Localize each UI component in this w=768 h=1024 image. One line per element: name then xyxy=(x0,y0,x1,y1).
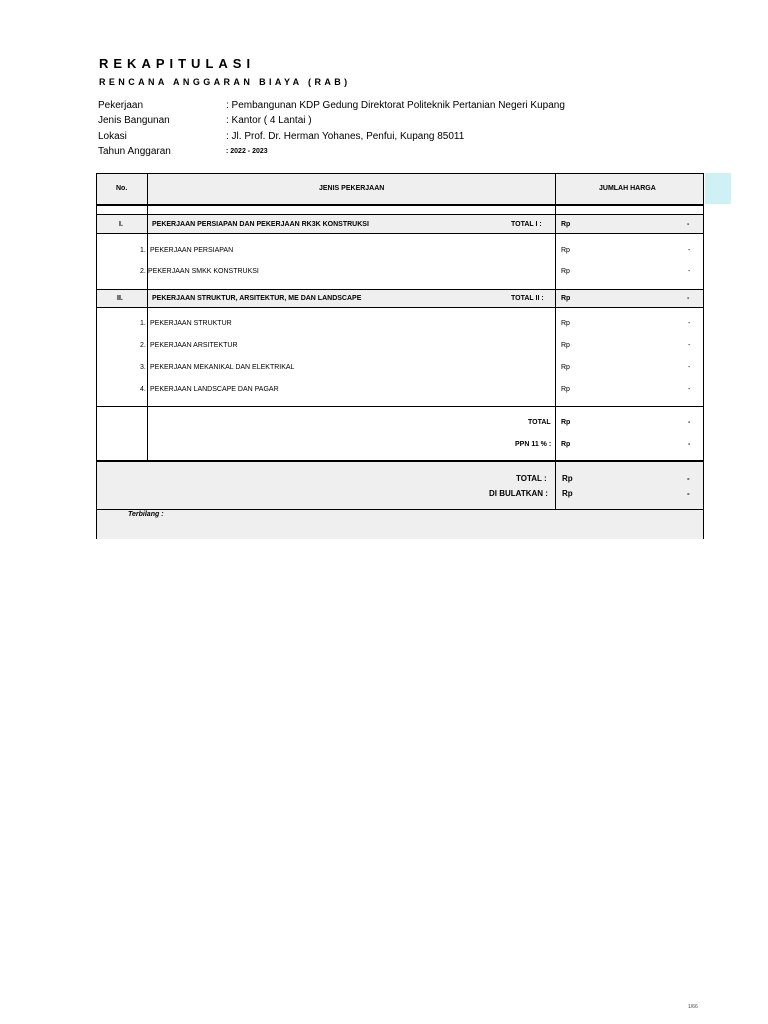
divider xyxy=(97,509,703,510)
amount-value: - xyxy=(688,364,691,371)
column-header-no: No. xyxy=(116,185,128,192)
currency-label: Rp xyxy=(561,221,571,228)
item-number: 4. xyxy=(140,386,146,393)
amount-value: - xyxy=(687,221,690,228)
column-divider xyxy=(147,174,148,461)
item-number: 1. xyxy=(140,247,146,254)
info-value: : 2022 - 2023 xyxy=(226,148,268,155)
info-label: Pekerjaan xyxy=(98,100,144,111)
amount-value: - xyxy=(687,489,690,498)
document-subtitle: RENCANA ANGGARAN BIAYA (RAB) xyxy=(99,77,351,87)
item-name: PEKERJAAN SMKK KONSTRUKSI xyxy=(148,268,259,275)
section-number: I. xyxy=(119,221,123,228)
divider xyxy=(97,460,703,462)
info-value: : Pembangunan KDP Gedung Direktorat Politeknik Pertanian Negeri Kupang xyxy=(226,100,565,111)
column-header-jenis: JENIS PEKERJAAN xyxy=(319,185,385,192)
summary-label: TOTAL xyxy=(528,419,551,426)
section-title: PEKERJAAN STRUKTUR, ARSITEKTUR, ME DAN LANDSCAPE xyxy=(152,295,362,302)
divider xyxy=(97,204,703,206)
item-name: PEKERJAAN PERSIAPAN xyxy=(150,247,234,254)
amount-value: - xyxy=(688,386,691,393)
amount-value: - xyxy=(688,320,691,327)
item-number: 3. xyxy=(140,364,146,371)
section-title: PEKERJAAN PERSIAPAN DAN PEKERJAAN RK3K KONSTRUKSI xyxy=(152,221,369,228)
info-label: Jenis Bangunan xyxy=(98,115,170,126)
rounded-total-label: DI BULATKAN : xyxy=(489,489,548,498)
info-value: : Kantor ( 4 Lantai ) xyxy=(226,115,312,126)
amount-value: - xyxy=(688,268,691,275)
column-header-jumlah: JUMLAH HARGA xyxy=(599,185,656,192)
column-divider xyxy=(555,174,556,510)
section-total-label: TOTAL II : xyxy=(511,295,544,302)
currency-label: Rp xyxy=(561,386,570,393)
item-number: 1. xyxy=(140,320,146,327)
divider xyxy=(97,214,703,215)
item-name: PEKERJAAN ARSITEKTUR xyxy=(150,342,238,349)
grand-total-fill xyxy=(97,461,703,539)
divider xyxy=(97,233,703,234)
currency-label: Rp xyxy=(562,474,573,483)
section-number: II. xyxy=(117,295,123,302)
amount-value: - xyxy=(688,419,691,426)
item-number: 2. xyxy=(140,268,146,275)
terbilang-label: Terbilang : xyxy=(128,511,164,518)
divider xyxy=(97,406,703,407)
highlight-cell xyxy=(705,173,731,204)
amount-value: - xyxy=(688,441,691,448)
info-label: Tahun Anggaran xyxy=(98,146,171,157)
info-label: Lokasi xyxy=(98,131,127,142)
amount-value: - xyxy=(687,474,690,483)
item-name: PEKERJAAN MEKANIKAL DAN ELEKTRIKAL xyxy=(150,364,295,371)
currency-label: Rp xyxy=(561,441,571,448)
currency-label: Rp xyxy=(561,295,571,302)
currency-label: Rp xyxy=(561,419,571,426)
item-number: 2. xyxy=(140,342,146,349)
currency-label: Rp xyxy=(561,247,570,254)
page-number: 1/66 xyxy=(688,1004,698,1010)
rab-table xyxy=(96,173,704,539)
currency-label: Rp xyxy=(561,342,570,349)
document-title: REKAPITULASI xyxy=(99,56,256,71)
item-name: PEKERJAAN LANDSCAPE DAN PAGAR xyxy=(150,386,279,393)
divider xyxy=(97,307,703,308)
info-value: : Jl. Prof. Dr. Herman Yohanes, Penfui, Kupang 85011 xyxy=(226,131,465,142)
currency-label: Rp xyxy=(561,320,570,327)
summary-label: PPN 11 % : xyxy=(515,441,552,448)
item-name: PEKERJAAN STRUKTUR xyxy=(150,320,232,327)
currency-label: Rp xyxy=(561,268,570,275)
amount-value: - xyxy=(688,342,691,349)
amount-value: - xyxy=(687,295,690,302)
amount-value: - xyxy=(688,247,691,254)
grand-total-label: TOTAL : xyxy=(516,474,547,483)
currency-label: Rp xyxy=(561,364,570,371)
section-total-label: TOTAL I : xyxy=(511,221,542,228)
currency-label: Rp xyxy=(562,489,573,498)
divider xyxy=(97,289,703,290)
